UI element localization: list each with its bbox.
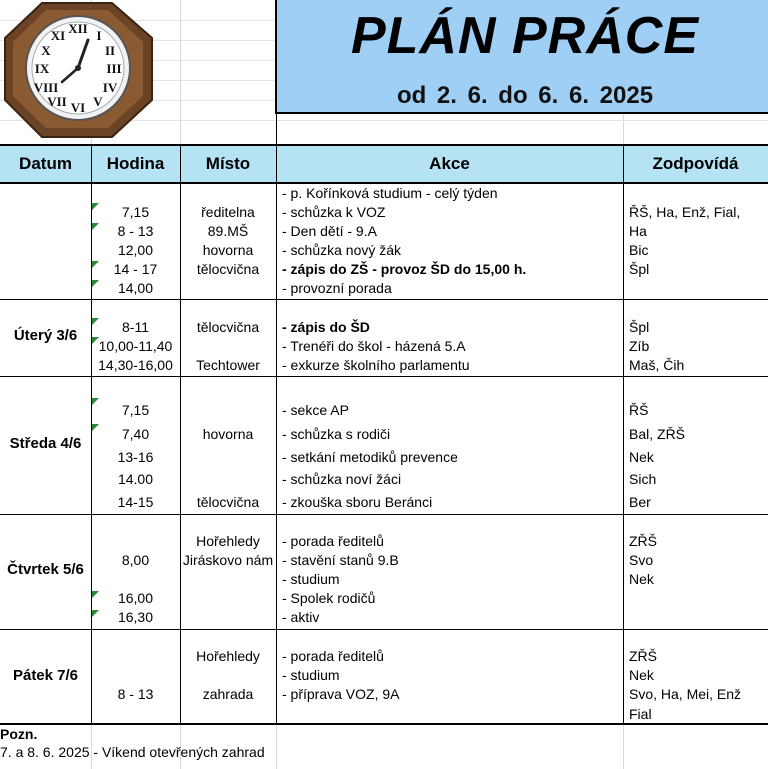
cell-akce[interactable]: - zkouška sboru Beránci [282,494,433,510]
cell-akce[interactable]: - studium [282,571,340,587]
cell-zodpovida[interactable]: Špl [629,319,650,335]
cell-akce[interactable]: - aktiv [282,609,320,625]
day-separator [0,299,768,300]
cell-akce[interactable]: - provozní porada [282,280,392,296]
svg-text:XI: XI [50,28,66,43]
cell-misto[interactable]: Techtower [196,357,260,373]
day-separator [0,629,768,630]
column-header-zodpovida[interactable]: Zodpovídá [623,144,768,184]
cell-misto[interactable]: Hořehledy [196,648,260,664]
title-banner [275,0,768,114]
column-header-akce[interactable]: Akce [276,144,623,184]
cell-akce[interactable]: - schůzka s rodiči [282,426,391,442]
day-separator [0,376,768,377]
day-separator [0,514,768,515]
cell-hodina[interactable]: 16,30 [117,609,154,625]
svg-text:IV: IV [102,80,118,95]
cell-zodpovida[interactable]: Nek [629,571,654,587]
cell-akce[interactable]: - exkurze školního parlamentu [282,357,470,373]
svg-text:II: II [104,43,116,58]
cell-zodpovida[interactable]: Ber [629,494,651,510]
cell-hodina[interactable]: 8,00 [121,552,150,568]
cell-hodina[interactable]: 16,00 [117,590,154,606]
svg-text:XII: XII [68,21,88,36]
column-border [623,144,624,724]
cell-misto[interactable]: 89.MŠ [207,223,249,239]
column-header-datum[interactable]: Datum [0,144,91,184]
svg-text:I: I [96,28,102,43]
cell-zodpovida[interactable]: ZŘŠ [629,648,657,664]
cell-misto[interactable]: tělocvična [196,319,260,335]
cell-hodina[interactable]: 7,40 [121,426,150,442]
cell-akce[interactable]: - schůzka noví žáci [282,471,402,487]
cell-hodina[interactable]: 14,00 [117,280,154,296]
cell-hodina[interactable]: 14.00 [117,471,154,487]
cell-zodpovida[interactable]: ZŘŠ [629,533,657,549]
cell-akce[interactable]: - sekce AP [282,402,349,418]
cell-akce[interactable]: - p. Kořínková studium - celý týden [282,185,498,201]
svg-text:VIII: VIII [33,80,59,95]
cell-misto[interactable]: ředitelna [201,204,255,220]
cell-misto[interactable]: Jiráskovo nám [182,552,274,568]
cell-akce[interactable]: - Spolek rodičů [282,590,376,606]
cell-hodina[interactable]: 13-16 [117,449,154,465]
cell-zodpovida[interactable]: Fial [629,706,652,722]
cell-misto[interactable]: hovorna [202,426,254,442]
cell-akce[interactable]: - schůzka nový žák [282,242,402,258]
svg-text:VI: VI [70,100,86,115]
cell-zodpovida[interactable]: ŘŠ, Ha, Enž, Fial, [629,204,741,220]
cell-akce[interactable]: - porada ředitelů [282,648,384,664]
cell-zodpovida[interactable]: Ha [629,223,647,239]
notes-label: Pozn. [0,726,38,742]
column-border [276,0,277,724]
cell-zodpovida[interactable]: Nek [629,449,654,465]
date-range: od 2. 6. do 6. 6. 2025 [396,82,654,109]
cell-akce[interactable]: - Trenéři do škol - házená 5.A [282,338,466,354]
clock-icon [2,0,154,140]
cell-zodpovida[interactable]: Bal, ZŘŠ [629,426,686,442]
cell-hodina[interactable]: 8-11 [122,319,149,335]
day-label-utery: Úterý 3/6 [13,327,78,344]
cell-zodpovida[interactable]: Maš, Čih [629,357,685,373]
cell-akce[interactable]: - schůzka k VOZ [282,204,386,220]
day-label-patek: Pátek 7/6 [12,667,79,684]
svg-text:III: III [106,61,122,76]
cell-misto[interactable]: zahrada [202,686,254,702]
cell-hodina[interactable]: 14,30-16,00 [98,357,173,373]
cell-misto[interactable]: tělocvična [196,494,260,510]
cell-hodina[interactable]: 7,15 [121,402,150,418]
page-title: PLÁN PRÁCE [350,7,700,65]
cell-akce[interactable]: - zápis do ŠD [282,319,370,335]
cell-akce[interactable]: - příprava VOZ, 9A [282,686,400,702]
cell-akce[interactable]: - zápis do ZŠ - provoz ŠD do 15,00 h. [282,261,527,277]
cell-zodpovida[interactable]: Zíb [629,338,650,354]
cell-hodina[interactable]: 10,00-11,40 [98,338,173,354]
cell-misto[interactable]: tělocvična [196,261,260,277]
svg-text:X: X [41,43,51,58]
cell-akce[interactable]: - setkání metodiků prevence [282,449,458,465]
day-label-ctvrtek: Čtvrtek 5/6 [7,561,84,578]
column-header-hodina[interactable]: Hodina [91,144,180,184]
cell-zodpovida[interactable]: Nek [629,667,654,683]
cell-zodpovida[interactable]: Sich [629,471,657,487]
cell-zodpovida[interactable]: Svo [629,552,654,568]
cell-zodpovida[interactable]: Svo, Ha, Mei, Enž [629,686,742,702]
cell-misto[interactable]: hovorna [202,242,254,258]
cell-hodina[interactable]: 14-15 [117,494,154,510]
cell-zodpovida[interactable]: Bic [629,242,649,258]
cell-hodina[interactable]: 7,15 [121,204,150,220]
svg-text:IX: IX [34,61,50,76]
cell-akce[interactable]: - stavění stanů 9.B [282,552,399,568]
column-header-misto[interactable]: Místo [180,144,276,184]
cell-hodina[interactable]: 8 - 13 [117,223,154,239]
cell-hodina[interactable]: 8 - 13 [117,686,154,702]
cell-hodina[interactable]: 14 - 17 [113,261,158,277]
day-label-streda: Středa 4/6 [9,435,82,452]
notes-text: 7. a 8. 6. 2025 - Víkend otevřených zahrad [0,744,265,760]
cell-zodpovida[interactable]: ŘŠ [629,402,649,418]
cell-zodpovida[interactable]: Špl [629,261,650,277]
cell-hodina[interactable]: 12,00 [117,242,154,258]
cell-misto[interactable]: Hořehledy [196,533,260,549]
cell-akce[interactable]: - studium [282,667,340,683]
cell-akce[interactable]: - porada ředitelů [282,533,384,549]
cell-akce[interactable]: - Den dětí - 9.A [282,223,377,239]
svg-text:V: V [93,94,103,109]
svg-text:VII: VII [47,94,67,109]
